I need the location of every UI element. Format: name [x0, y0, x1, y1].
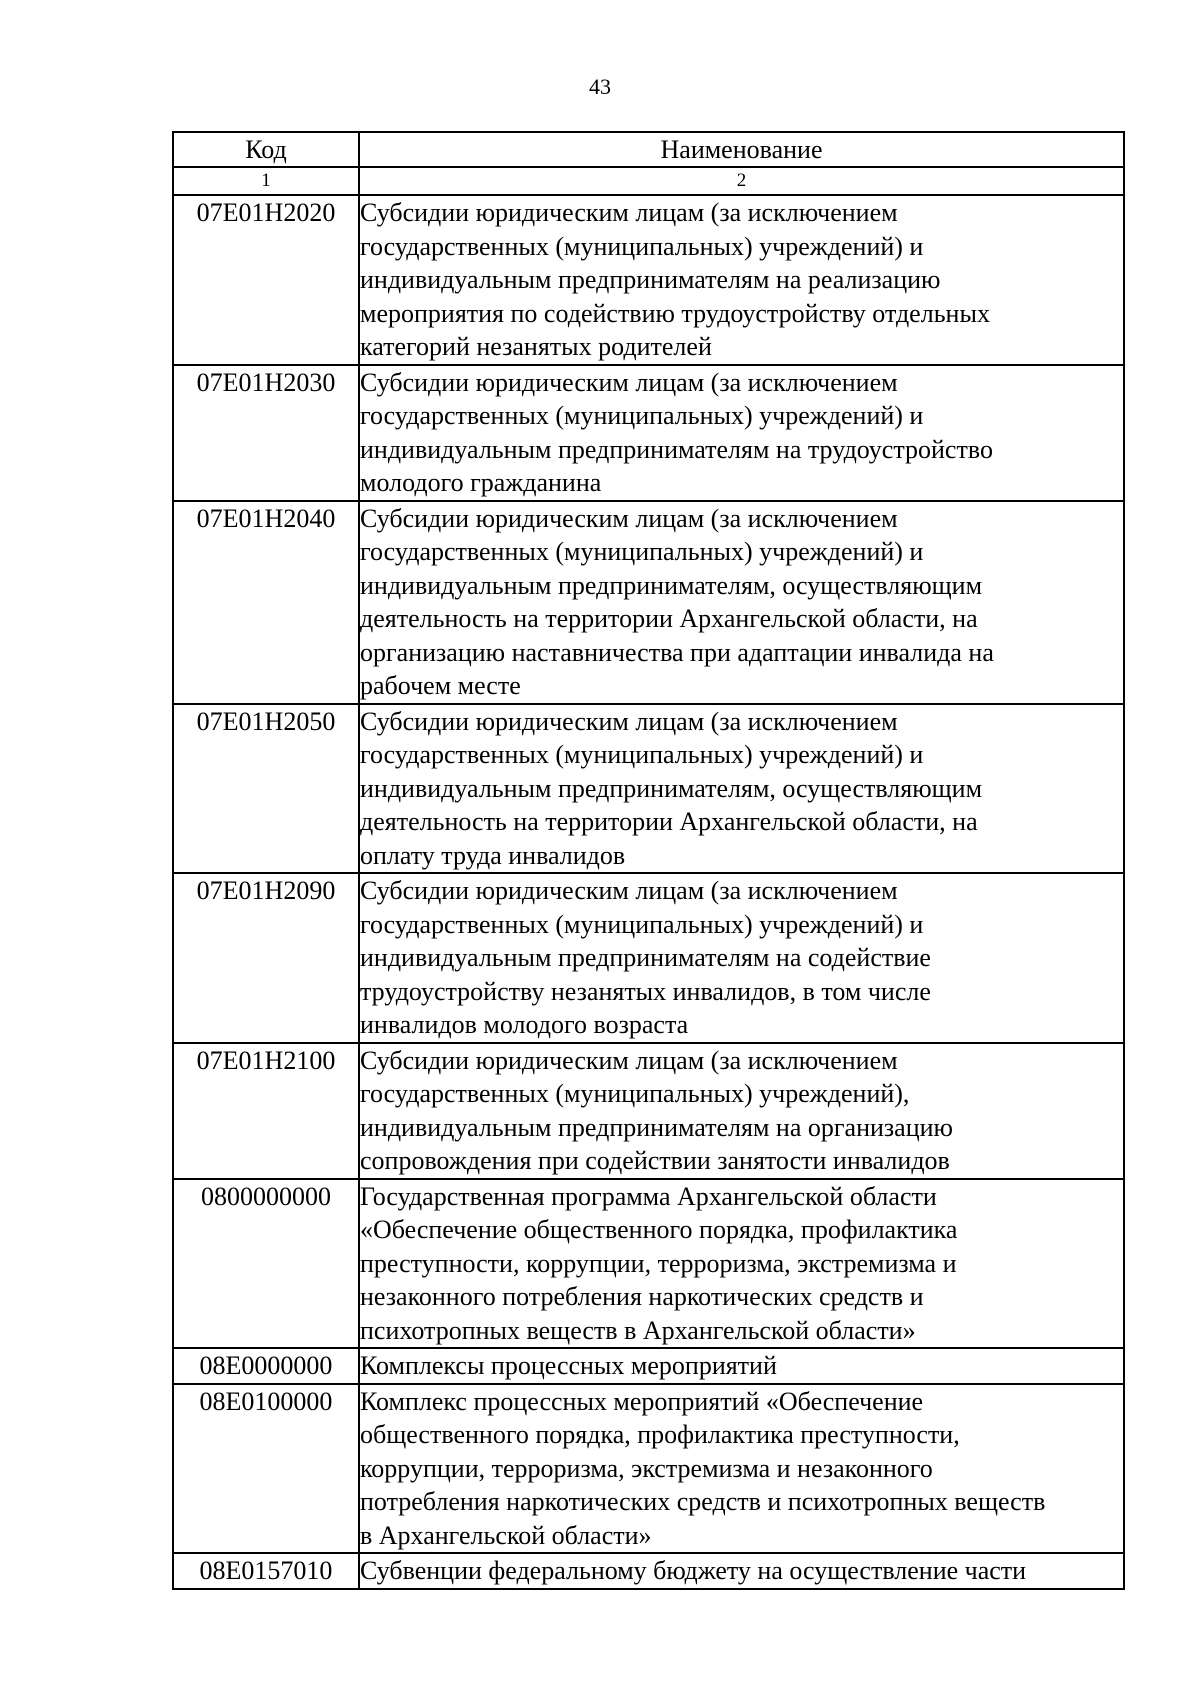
row-name-line: деятельность на территории Архангельской области, на: [360, 807, 978, 836]
row-name: [359, 1348, 1124, 1384]
column-number-2: 2: [359, 167, 1124, 195]
table-row: [173, 1179, 1124, 1349]
row-name-line: молодого гражданина: [360, 468, 602, 497]
row-name-line: Субсидии юридическим лицам (за исключением: [360, 876, 898, 905]
table-row: [173, 1553, 1124, 1589]
row-name: [359, 195, 1124, 365]
table-row: [173, 1043, 1124, 1179]
row-name-line: в Архангельской области»: [360, 1520, 652, 1550]
column-number-row: [173, 167, 1124, 195]
row-name-line: индивидуальным предпринимателям на реализацию: [360, 265, 941, 294]
row-name-line: оплату труда инвалидов: [360, 840, 626, 870]
table-row: [173, 704, 1124, 874]
row-code: 0800000000: [173, 1179, 359, 1349]
row-name-line: Комплекс процессных мероприятий «Обеспечение: [360, 1386, 924, 1416]
row-name: [359, 1553, 1124, 1589]
budget-codes-table: [172, 131, 1125, 1590]
row-name-line: организацию наставничества при адаптации инвалида на: [360, 637, 994, 667]
row-name-line: трудоустройству незанятых инвалидов, в том числе: [360, 976, 931, 1006]
header-name: Наименование: [359, 132, 1124, 167]
row-code: 08E0157010: [173, 1553, 359, 1589]
row-name-line: категорий незанятых родителей: [360, 332, 712, 361]
row-name-line: «Обеспечение общественного порядка, профилактика: [360, 1215, 958, 1244]
row-name-line: потребления наркотических средств и психотропных веществ: [360, 1487, 1046, 1516]
row-name-line: индивидуальным предпринимателям на организацию: [360, 1112, 953, 1142]
row-name-line: общественного порядка, профилактика преступности,: [360, 1420, 960, 1449]
row-name: [359, 365, 1124, 501]
table-row: [173, 1384, 1124, 1554]
row-name-line: рабочем месте: [360, 671, 521, 700]
row-name-line: Субсидии юридическим лицам (за исключением: [360, 367, 898, 397]
row-name-line: государственных (муниципальных) учреждений) и: [360, 231, 924, 261]
table-row: [173, 1348, 1124, 1384]
row-name-line: деятельность на территории Архангельской области, на: [360, 604, 978, 633]
row-name-line: индивидуальным предпринимателям на трудоустройство: [360, 434, 993, 464]
row-code: 07E01H2020: [173, 195, 359, 365]
row-name-line: Субсидии юридическим лицам (за исключением: [360, 1045, 898, 1075]
header-code: Код: [173, 132, 359, 167]
row-name-line: государственных (муниципальных) учреждений) и: [360, 909, 924, 939]
row-name: [359, 1179, 1124, 1349]
row-name: [359, 501, 1124, 704]
table-header-row: [173, 132, 1124, 167]
row-name-line: государственных (муниципальных) учреждений) и: [360, 537, 924, 566]
row-name-line: инвалидов молодого возраста: [360, 1010, 689, 1039]
row-name-line: государственных (муниципальных) учреждений) и: [360, 740, 924, 769]
row-name-line: Субсидии юридическим лицам (за исключением: [360, 503, 898, 533]
table-body: [173, 195, 1124, 1589]
row-name-line: государственных (муниципальных) учреждений) и: [360, 401, 924, 430]
row-name-line: индивидуальным предпринимателям, осуществляющим: [360, 773, 983, 803]
page-number: 43: [589, 74, 611, 99]
row-name-line: мероприятия по содействию трудоустройству отдельных: [360, 298, 990, 328]
row-code: 07E01H2100: [173, 1043, 359, 1179]
row-code: 08E0000000: [173, 1348, 359, 1384]
table-row: [173, 195, 1124, 365]
row-name-line: психотропных веществ в Архангельской области»: [360, 1315, 916, 1345]
row-name-line: Государственная программа Архангельской области: [360, 1181, 937, 1211]
row-name: [359, 704, 1124, 874]
row-name-line: коррупции, терроризма, экстремизма и незаконного: [360, 1453, 933, 1483]
row-name-line: Субвенции федеральному бюджету на осуществление части: [360, 1556, 1027, 1585]
column-number-1: 1: [173, 167, 359, 195]
row-code: 07E01H2090: [173, 873, 359, 1043]
row-name-line: Субсидии юридическим лицам (за исключением: [360, 706, 898, 736]
row-code: 07E01H2050: [173, 704, 359, 874]
row-name: [359, 1043, 1124, 1179]
row-name-line: Субсидии юридическим лицам (за исключением: [360, 198, 898, 227]
row-name-line: сопровождения при содействии занятости инвалидов: [360, 1146, 950, 1175]
row-name-line: преступности, коррупции, терроризма, экстремизма и: [360, 1248, 957, 1278]
row-name-line: государственных (муниципальных) учреждений),: [360, 1079, 910, 1108]
row-name-line: индивидуальным предпринимателям на содействие: [360, 943, 931, 972]
row-name-line: Комплексы процессных мероприятий: [360, 1351, 777, 1380]
row-code: 07E01H2030: [173, 365, 359, 501]
row-name-line: индивидуальным предпринимателям, осуществляющим: [360, 570, 983, 600]
row-code: 08E0100000: [173, 1384, 359, 1554]
table-row: [173, 365, 1124, 501]
table-row: [173, 501, 1124, 704]
row-code: 07E01H2040: [173, 501, 359, 704]
row-name-line: незаконного потребления наркотических средств и: [360, 1282, 924, 1311]
table-row: [173, 873, 1124, 1043]
row-name: [359, 1384, 1124, 1554]
row-name: [359, 873, 1124, 1043]
